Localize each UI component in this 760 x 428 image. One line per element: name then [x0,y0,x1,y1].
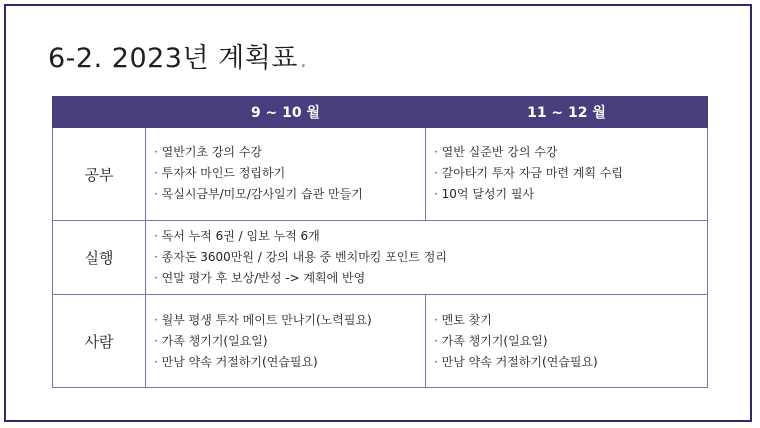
list-item: · 10억 달성기 필사 [434,184,707,205]
list-item: · 목실시금부/미모/감사일기 습관 만들기 [154,184,425,205]
table-row [53,128,708,221]
header-nov-dec: 11 ~ 12 월 [426,97,708,128]
table-row [53,295,708,388]
study-sep-oct-cell [146,128,426,221]
list-item: · 가족 챙기기(일요일) [434,331,707,352]
header-empty [53,97,146,128]
category-action: 실행 [53,221,146,295]
study-nov-dec-cell [426,128,708,221]
people-nov-dec-cell [426,295,708,388]
list-item: · 월부 평생 투자 메이트 만나기(노력필요) [154,310,425,331]
list-item: · 만남 약속 거절하기(연습필요) [154,352,425,373]
people-sep-oct-cell [146,295,426,388]
category-study: 공부 [53,128,146,221]
list-item: · 연말 평가 후 보상/반성 -> 계획에 반영 [154,268,707,289]
list-item: · 가족 챙기기(일요일) [154,331,425,352]
list-item: · 독서 누적 6권 / 임보 누적 6개 [154,226,707,247]
list-item: · 갈아타기 투자 자금 마련 계획 수립 [434,163,707,184]
list-item: · 열반기초 강의 수강 [154,142,425,163]
list-item: · 열반 실준반 강의 수강 [434,142,707,163]
action-merged-cell [146,221,708,295]
list-item: · 투자자 마인드 정립하기 [154,163,425,184]
table-row [53,221,708,295]
category-people: 사람 [53,295,146,388]
table-header-row [53,97,708,128]
plan-table [52,96,708,388]
page-title: 6-2. 2023년 계획표. [48,43,308,74]
list-item: · 멘토 찾기 [434,310,707,331]
list-item: · 만남 약속 거절하기(연습필요) [434,352,707,373]
list-item: · 종자돈 3600만원 / 강의 내용 중 벤치마킹 포인트 정리 [154,247,707,268]
header-sep-oct: 9 ~ 10 월 [146,97,426,128]
title-dot: . [299,48,308,73]
